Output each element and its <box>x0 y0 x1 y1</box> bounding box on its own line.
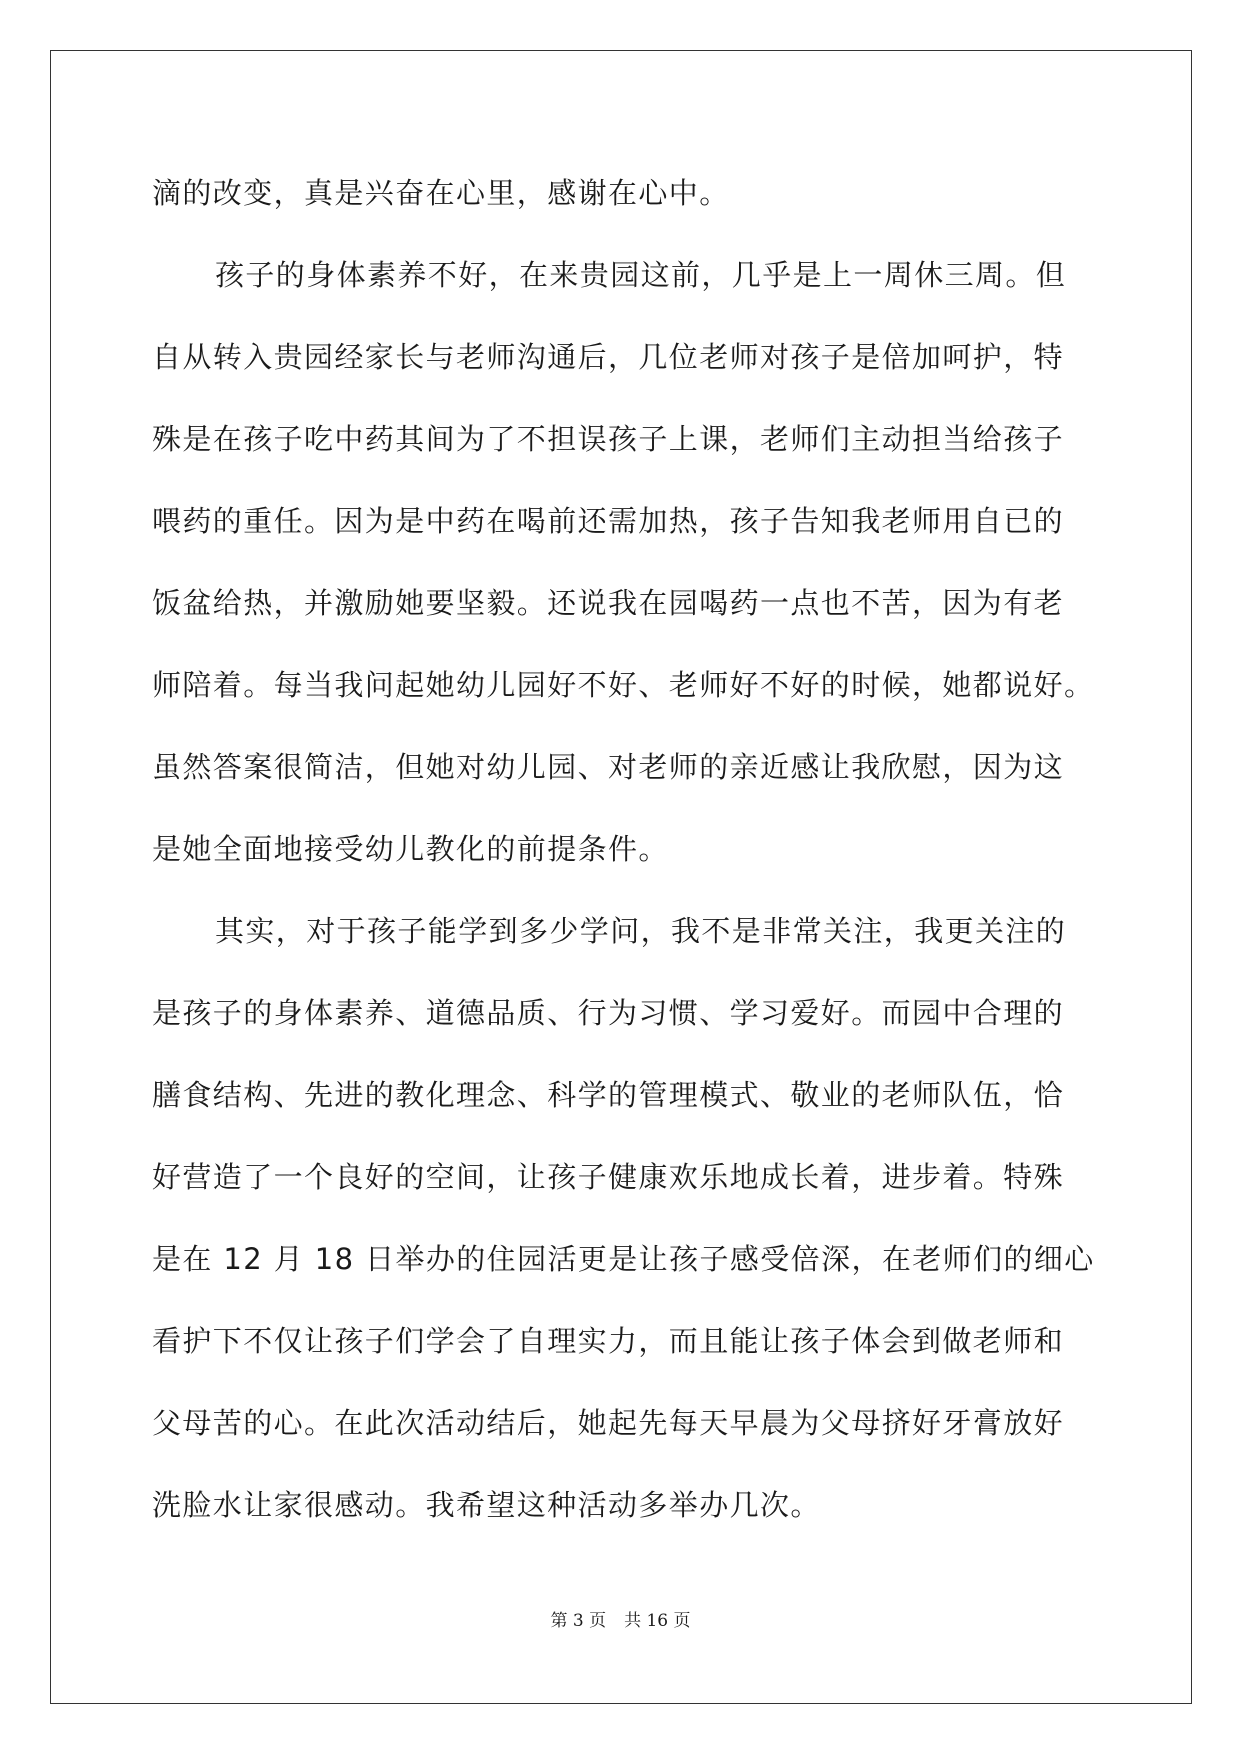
text-line: 膳食结构、先进的教化理念、科学的管理模式、敬业的老师队伍，恰 <box>152 1078 1065 1112</box>
text-line: 师陪着。每当我问起她幼儿园好不好、老师好不好的时候，她都说好。 <box>152 668 1095 702</box>
text-line: 虽然答案很简洁，但她对幼儿园、对老师的亲近感让我欣慰，因为这 <box>152 750 1065 784</box>
page-border <box>50 50 1192 1704</box>
text-line: 父母苦的心。在此次活动结后，她起先每天早晨为父母挤好牙膏放好 <box>152 1406 1065 1440</box>
page-footer <box>0 1606 1241 1631</box>
text-line: 是她全面地接受幼儿教化的前提条件。 <box>152 832 669 866</box>
text-line: 好营造了一个良好的空间，让孩子健康欢乐地成长着，进步着。特殊 <box>152 1160 1065 1194</box>
paragraph-start-line: 其实，对于孩子能学到多少学问，我不是非常关注，我更关注的 <box>215 914 1067 948</box>
text-line: 殊是在孩子吃中药其间为了不担误孩子上课，老师们主动担当给孩子 <box>152 422 1065 456</box>
text-line: 洗脸水让家很感动。我希望这种活动多举办几次。 <box>152 1488 821 1522</box>
paragraph-start-line: 孩子的身体素养不好，在来贵园这前，几乎是上一周休三周。但 <box>215 258 1067 292</box>
text-line: 看护下不仅让孩子们学会了自理实力，而且能让孩子体会到做老师和 <box>152 1324 1065 1358</box>
text-line: 饭盆给热，并激励她要坚毅。还说我在园喝药一点也不苦，因为有老 <box>152 586 1065 620</box>
page-total: 共 16 页 <box>624 1611 691 1631</box>
text-line: 是在 12 月 18 日举办的住园活更是让孩子感受倍深，在老师们的细心 <box>152 1242 1095 1276</box>
text-line: 喂药的重任。因为是中药在喝前还需加热，孩子告知我老师用自已的 <box>152 504 1065 538</box>
text-line: 滴的改变，真是兴奋在心里，感谢在心中。 <box>152 176 730 210</box>
text-line: 是孩子的身体素养、道德品质、行为习惯、学习爱好。而园中合理的 <box>152 996 1065 1030</box>
page-number: 第 3 页 <box>550 1611 607 1631</box>
text-line: 自从转入贵园经家长与老师沟通后，几位老师对孩子是倍加呵护，特 <box>152 340 1065 374</box>
